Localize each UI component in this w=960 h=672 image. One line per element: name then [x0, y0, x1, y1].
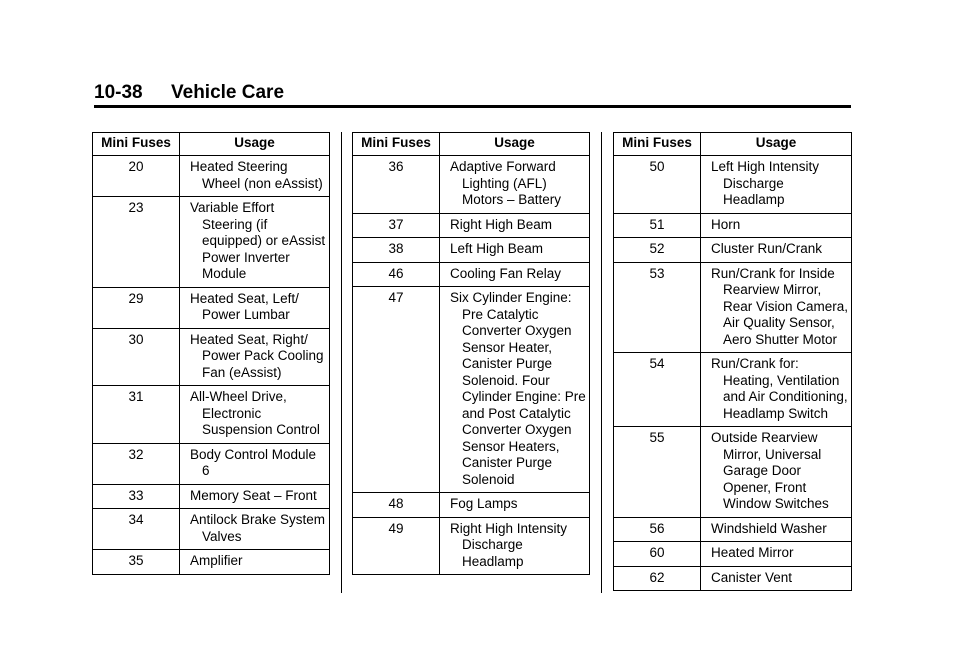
usage-text: Memory Seat – Front — [190, 487, 317, 503]
table-row — [93, 443, 330, 484]
usage-cell — [701, 427, 852, 518]
fuse-number-cell: 47 — [353, 287, 440, 493]
usage-text: Left High Intensity Discharge Headlamp — [711, 159, 820, 207]
fuse-number-cell: 53 — [614, 262, 701, 353]
table-row — [614, 156, 852, 214]
fuse-number-cell: 20 — [93, 156, 180, 197]
usage-cell — [180, 386, 330, 444]
usage-text: Antilock Brake System Valves — [190, 512, 326, 544]
column-header-usage: Usage — [440, 133, 590, 156]
usage-text: Cooling Fan Relay — [450, 265, 562, 281]
table-row — [353, 213, 590, 238]
usage-text: Left High Beam — [450, 241, 544, 256]
usage-cell — [180, 484, 330, 509]
usage-cell — [440, 156, 590, 214]
column-header-mini-fuses: Mini Fuses — [614, 133, 701, 156]
usage-text: All-Wheel Drive, Electronic Suspension Control — [190, 389, 320, 437]
table-row — [93, 386, 330, 444]
usage-cell — [701, 156, 852, 214]
table-row — [614, 238, 852, 263]
page-number: 10-38 — [94, 82, 143, 103]
column-header-usage: Usage — [180, 133, 330, 156]
usage-cell — [701, 262, 852, 353]
column-header-mini-fuses: Mini Fuses — [93, 133, 180, 156]
table-row — [614, 566, 852, 591]
usage-cell — [701, 213, 852, 238]
usage-cell — [180, 550, 330, 575]
fuse-number-cell: 34 — [93, 509, 180, 550]
fuse-number-cell: 60 — [614, 542, 701, 567]
table-header-row — [614, 133, 852, 156]
usage-text: Heated Seat, Right/ Power Pack Cooling Fan (eAssist) — [190, 331, 324, 380]
usage-text: Adaptive Forward Lighting (AFL) Motors – Battery — [450, 159, 562, 207]
usage-text: Fog Lamps — [450, 496, 518, 511]
usage-cell — [180, 197, 330, 288]
fuse-number-cell: 55 — [614, 427, 701, 518]
fuse-number-cell: 51 — [614, 213, 701, 238]
table-row — [614, 427, 852, 518]
column-header-mini-fuses: Mini Fuses — [353, 133, 440, 156]
table-header-row — [93, 133, 330, 156]
table-row — [353, 156, 590, 214]
table-row — [93, 287, 330, 328]
usage-cell — [180, 443, 330, 484]
fuse-number-cell: 50 — [614, 156, 701, 214]
usage-cell — [180, 328, 330, 386]
section-title: Vehicle Care — [171, 82, 285, 103]
table-row — [93, 156, 330, 197]
usage-text: Run/Crank for: Heating, Ventilation and Air Conditioning, Headlamp Switch — [711, 356, 848, 421]
usage-cell — [180, 156, 330, 197]
usage-text: Heated Steering Wheel (non eAssist) — [190, 159, 323, 191]
usage-text: Cluster Run/Crank — [711, 241, 823, 256]
fuse-number-cell: 48 — [353, 493, 440, 518]
usage-text: Outside Rearview Mirror, Universal Garage Door Opener, Front Window Switches — [711, 430, 829, 511]
fuse-number-cell: 29 — [93, 287, 180, 328]
usage-text: Right High Beam — [450, 216, 553, 232]
fuse-table-1 — [92, 132, 330, 575]
fuse-number-cell: 37 — [353, 213, 440, 238]
usage-cell — [701, 566, 852, 591]
table-row — [353, 262, 590, 287]
table-row — [614, 517, 852, 542]
fuse-number-cell: 23 — [93, 197, 180, 288]
usage-text: Variable Effort Steering (if equipped) or eAssist Power Inverter Module — [190, 200, 326, 281]
usage-cell — [440, 493, 590, 518]
usage-cell — [180, 287, 330, 328]
fuse-number-cell: 35 — [93, 550, 180, 575]
fuse-number-cell: 52 — [614, 238, 701, 263]
table-row — [353, 517, 590, 575]
usage-text: Heated Mirror — [711, 545, 794, 560]
usage-cell — [440, 517, 590, 575]
fuse-number-cell: 32 — [93, 443, 180, 484]
usage-text: Horn — [711, 216, 741, 232]
usage-text: Windshield Washer — [711, 520, 827, 536]
usage-cell — [701, 542, 852, 567]
page-header — [94, 82, 851, 104]
fuse-number-cell: 49 — [353, 517, 440, 575]
usage-text: Amplifier — [190, 553, 243, 568]
usage-text: Heated Seat, Left/ Power Lumbar — [190, 290, 299, 322]
header-rule — [94, 105, 851, 108]
column-divider — [601, 132, 602, 593]
table-row — [614, 542, 852, 567]
table-row — [353, 238, 590, 263]
table-header-row — [353, 133, 590, 156]
table-row — [93, 197, 330, 288]
usage-cell — [440, 238, 590, 263]
usage-cell — [440, 262, 590, 287]
table-row — [614, 353, 852, 427]
usage-cell — [701, 353, 852, 427]
fuse-table-3 — [613, 132, 852, 591]
table-row — [353, 493, 590, 518]
table-row — [93, 509, 330, 550]
table-row — [614, 262, 852, 353]
usage-cell — [440, 287, 590, 493]
fuse-number-cell: 62 — [614, 566, 701, 591]
fuse-number-cell: 38 — [353, 238, 440, 263]
usage-text: Six Cylinder Engine: Pre Catalytic Converter Oxygen Sensor Heater, Canister Purge Solenoid. Four Cylinder Engine: Pre and Post Catalytic Converter Oxygen Sensor Heaters, Canister Purge Solenoid — [450, 290, 586, 487]
fuse-table-2 — [352, 132, 590, 575]
usage-text: Run/Crank for Inside Rearview Mirror, Rear Vision Camera, Air Quality Sensor, Aero Shutter Motor — [711, 265, 849, 347]
fuse-number-cell: 54 — [614, 353, 701, 427]
fuse-number-cell: 33 — [93, 484, 180, 509]
table-row — [93, 328, 330, 386]
usage-text: Right High Intensity Discharge Headlamp — [450, 520, 568, 569]
usage-cell — [701, 238, 852, 263]
usage-cell — [180, 509, 330, 550]
table-row — [93, 484, 330, 509]
fuse-number-cell: 30 — [93, 328, 180, 386]
fuse-number-cell: 46 — [353, 262, 440, 287]
fuse-number-cell: 56 — [614, 517, 701, 542]
usage-cell — [701, 517, 852, 542]
table-row — [353, 287, 590, 493]
usage-cell — [440, 213, 590, 238]
table-row — [93, 550, 330, 575]
column-divider — [341, 132, 342, 593]
fuse-number-cell: 31 — [93, 386, 180, 444]
usage-text: Canister Vent — [711, 569, 793, 585]
column-header-usage: Usage — [701, 133, 852, 156]
table-row — [614, 213, 852, 238]
usage-text: Body Control Module 6 — [190, 446, 317, 478]
fuse-number-cell: 36 — [353, 156, 440, 214]
